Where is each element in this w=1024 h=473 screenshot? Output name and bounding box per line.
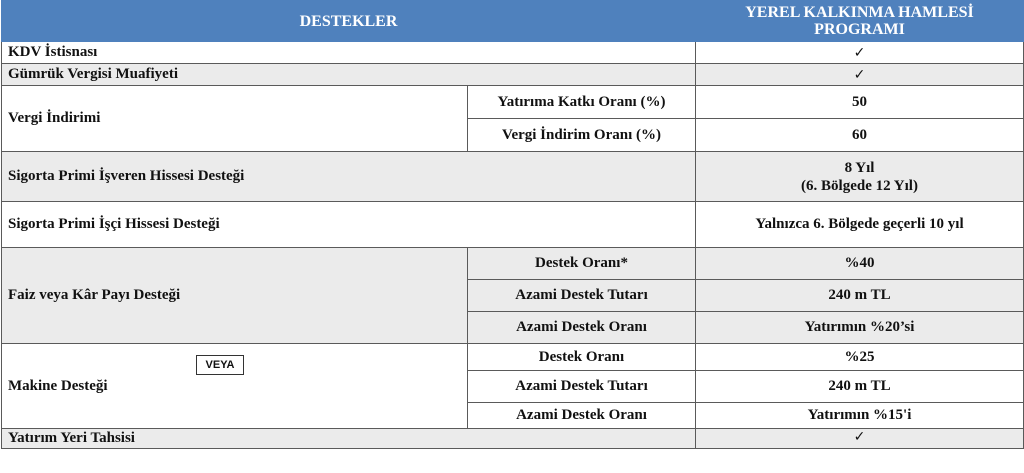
label-sigorta-isci: Sigorta Primi İşçi Hissesi Desteği bbox=[2, 202, 696, 248]
value-sigorta-isveren bbox=[696, 152, 1024, 202]
check-icon: ✓ bbox=[696, 42, 1024, 64]
value-sigorta-isci: Yalnızca 6. Bölgede geçerli 10 yıl bbox=[696, 202, 1024, 248]
label-kdv: KDV İstisnası bbox=[2, 42, 696, 64]
table-header-row bbox=[2, 1, 1024, 42]
sub-label-faiz-tutar: Azami Destek Tutarı bbox=[468, 280, 696, 312]
support-table bbox=[1, 0, 1024, 449]
label-yatirim-yeri: Yatırım Yeri Tahsisi bbox=[2, 429, 696, 449]
header-destekler: DESTEKLER bbox=[2, 1, 696, 42]
row-yatirim-yeri bbox=[2, 429, 1024, 449]
row-vergi-1 bbox=[2, 86, 1024, 119]
sub-label-faiz-oran: Destek Oranı* bbox=[468, 248, 696, 280]
value-faiz-tutar: 240 m TL bbox=[696, 280, 1024, 312]
veya-badge: VEYA bbox=[196, 355, 244, 375]
value-line-2: (6. Bölgede 12 Yıl) bbox=[801, 177, 918, 194]
value-faiz-oran: %40 bbox=[696, 248, 1024, 280]
label-gumruk: Gümrük Vergisi Muafiyeti bbox=[2, 64, 696, 86]
row-makine-1 bbox=[2, 344, 1024, 371]
sub-label-indirim: Vergi İndirim Oranı (%) bbox=[468, 119, 696, 152]
row-sigorta-isveren bbox=[2, 152, 1024, 202]
sub-label-makine-oran: Destek Oranı bbox=[468, 344, 696, 371]
value-indirim: 60 bbox=[696, 119, 1024, 152]
label-vergi: Vergi İndirimi bbox=[2, 86, 468, 152]
label-makine: Makine Desteği bbox=[2, 344, 468, 429]
label-faiz: Faiz veya Kâr Payı Desteği bbox=[2, 248, 468, 344]
value-line-1: 8 Yıl bbox=[844, 159, 875, 176]
label-sigorta-isveren: Sigorta Primi İşveren Hissesi Desteği bbox=[2, 152, 696, 202]
sub-label-makine-azami-oran: Azami Destek Oranı bbox=[468, 403, 696, 429]
check-icon: ✓ bbox=[696, 429, 1024, 449]
sub-label-faiz-azami-oran: Azami Destek Oranı bbox=[468, 312, 696, 344]
header-program: YEREL KALKINMA HAMLESİ PROGRAMI bbox=[696, 1, 1024, 42]
row-gumruk bbox=[2, 64, 1024, 86]
row-kdv bbox=[2, 42, 1024, 64]
sub-label-katki: Yatırıma Katkı Oranı (%) bbox=[468, 86, 696, 119]
value-makine-oran: %25 bbox=[696, 344, 1024, 371]
value-katki: 50 bbox=[696, 86, 1024, 119]
check-icon: ✓ bbox=[696, 64, 1024, 86]
value-makine-tutar: 240 m TL bbox=[696, 371, 1024, 403]
sub-label-makine-tutar: Azami Destek Tutarı bbox=[468, 371, 696, 403]
value-faiz-azami-oran: Yatırımın %20’si bbox=[696, 312, 1024, 344]
row-sigorta-isci bbox=[2, 202, 1024, 248]
value-makine-azami-oran: Yatırımın %15'i bbox=[696, 403, 1024, 429]
row-faiz-1 bbox=[2, 248, 1024, 280]
